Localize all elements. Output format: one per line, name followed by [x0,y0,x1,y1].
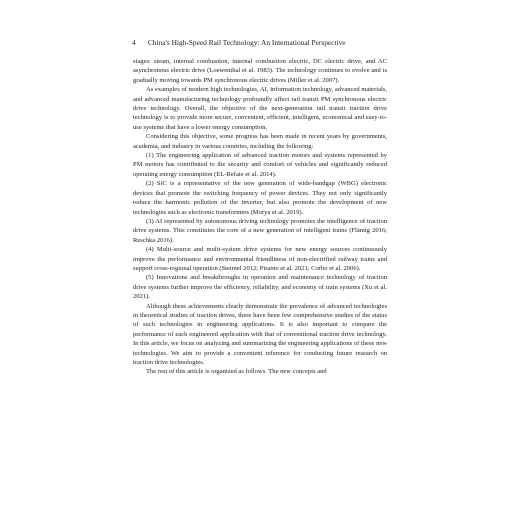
list-item: (1) The engineering application of advanced traction motors and systems represented by PM motors has contributed to the security and comfort of vehicles and significantly reduced operating energy consumption (EL-Refaie et al. 2014). [133,152,387,178]
running-header [132,38,346,48]
list-item: (4) Multi-source and multi-system drive systems for new energy sources continuously improve the performance and environmental friendliness of non-electrified railway trains and support cross-regional operation (Steimel 2012; Piraino et al. 2021; Corbo et al. 2006). [133,246,387,272]
paragraph: As examples of modern high technologies, AI, information technology, advanced materials, and advanced manufacturing technology profoundly affect rail transit PM synchronous electric drive technology. Overall, the objective of the next-generation rail transit traction drive technology is to provide more secure, convenient, efficient, intelligent, economical and easy-to-use systems that have a lower energy consumption. [133,86,387,131]
list-item: (3) AI represented by autonomous driving technology promotes the intelligence of traction drive systems. This constitutes the core of a new generation of intelligent trains (Flämig 2016; Reschka 2016). [133,217,387,244]
paragraph-continuation: stages: steam, internal combustion, internal combustion electric, DC electric drive, and AC asynchronous electric drive (Loewenthal et al. 1983). The technology continues to evolve and is gradually moving towards PM synchronous electric drives (Miller et al. 2007). [133,58,387,84]
paragraph: Although these achievements clearly demonstrate the prevalence of advanced technologies in theoretical studies of traction drives, there have been few comprehensive studies of the status of such technologies in engineering applications. It is also important to compare the performance of each engineered application with that of conventional traction drive technology. In this article, we focus on analyzing and summarizing the engineering applications of these new technologies. We aim to provide a convenient reference for conducting future research on traction drive technologies. [133,302,387,366]
list-item: (2) SiC is a representative of the new generation of wide-bandgap (WBG) electronic devices that promote the switching frequency of power devices. They not only significantly reduce the harmonic pollution of the inverter, but also promote the development of new technologies such as electronic transformers (Morya et al. 2019). [133,180,387,216]
running-title: China's High-Speed Rail Technology: An International Perspective [147,38,346,47]
paragraph: The rest of this article is organized as follows. The new concepts and [146,368,327,376]
list-item: (5) Innovations and breakthroughs in operation and maintenance technology of traction drive systems further improve the efficiency, reliability, and economy of train systems (Xu et al. 2021). [133,274,387,301]
body-text [133,57,387,377]
paragraph: Considering this objective, some progress has been made in recent years by governments, academia, and industry in various countries, including the following: [133,133,387,150]
page-number: 4 [132,38,136,47]
